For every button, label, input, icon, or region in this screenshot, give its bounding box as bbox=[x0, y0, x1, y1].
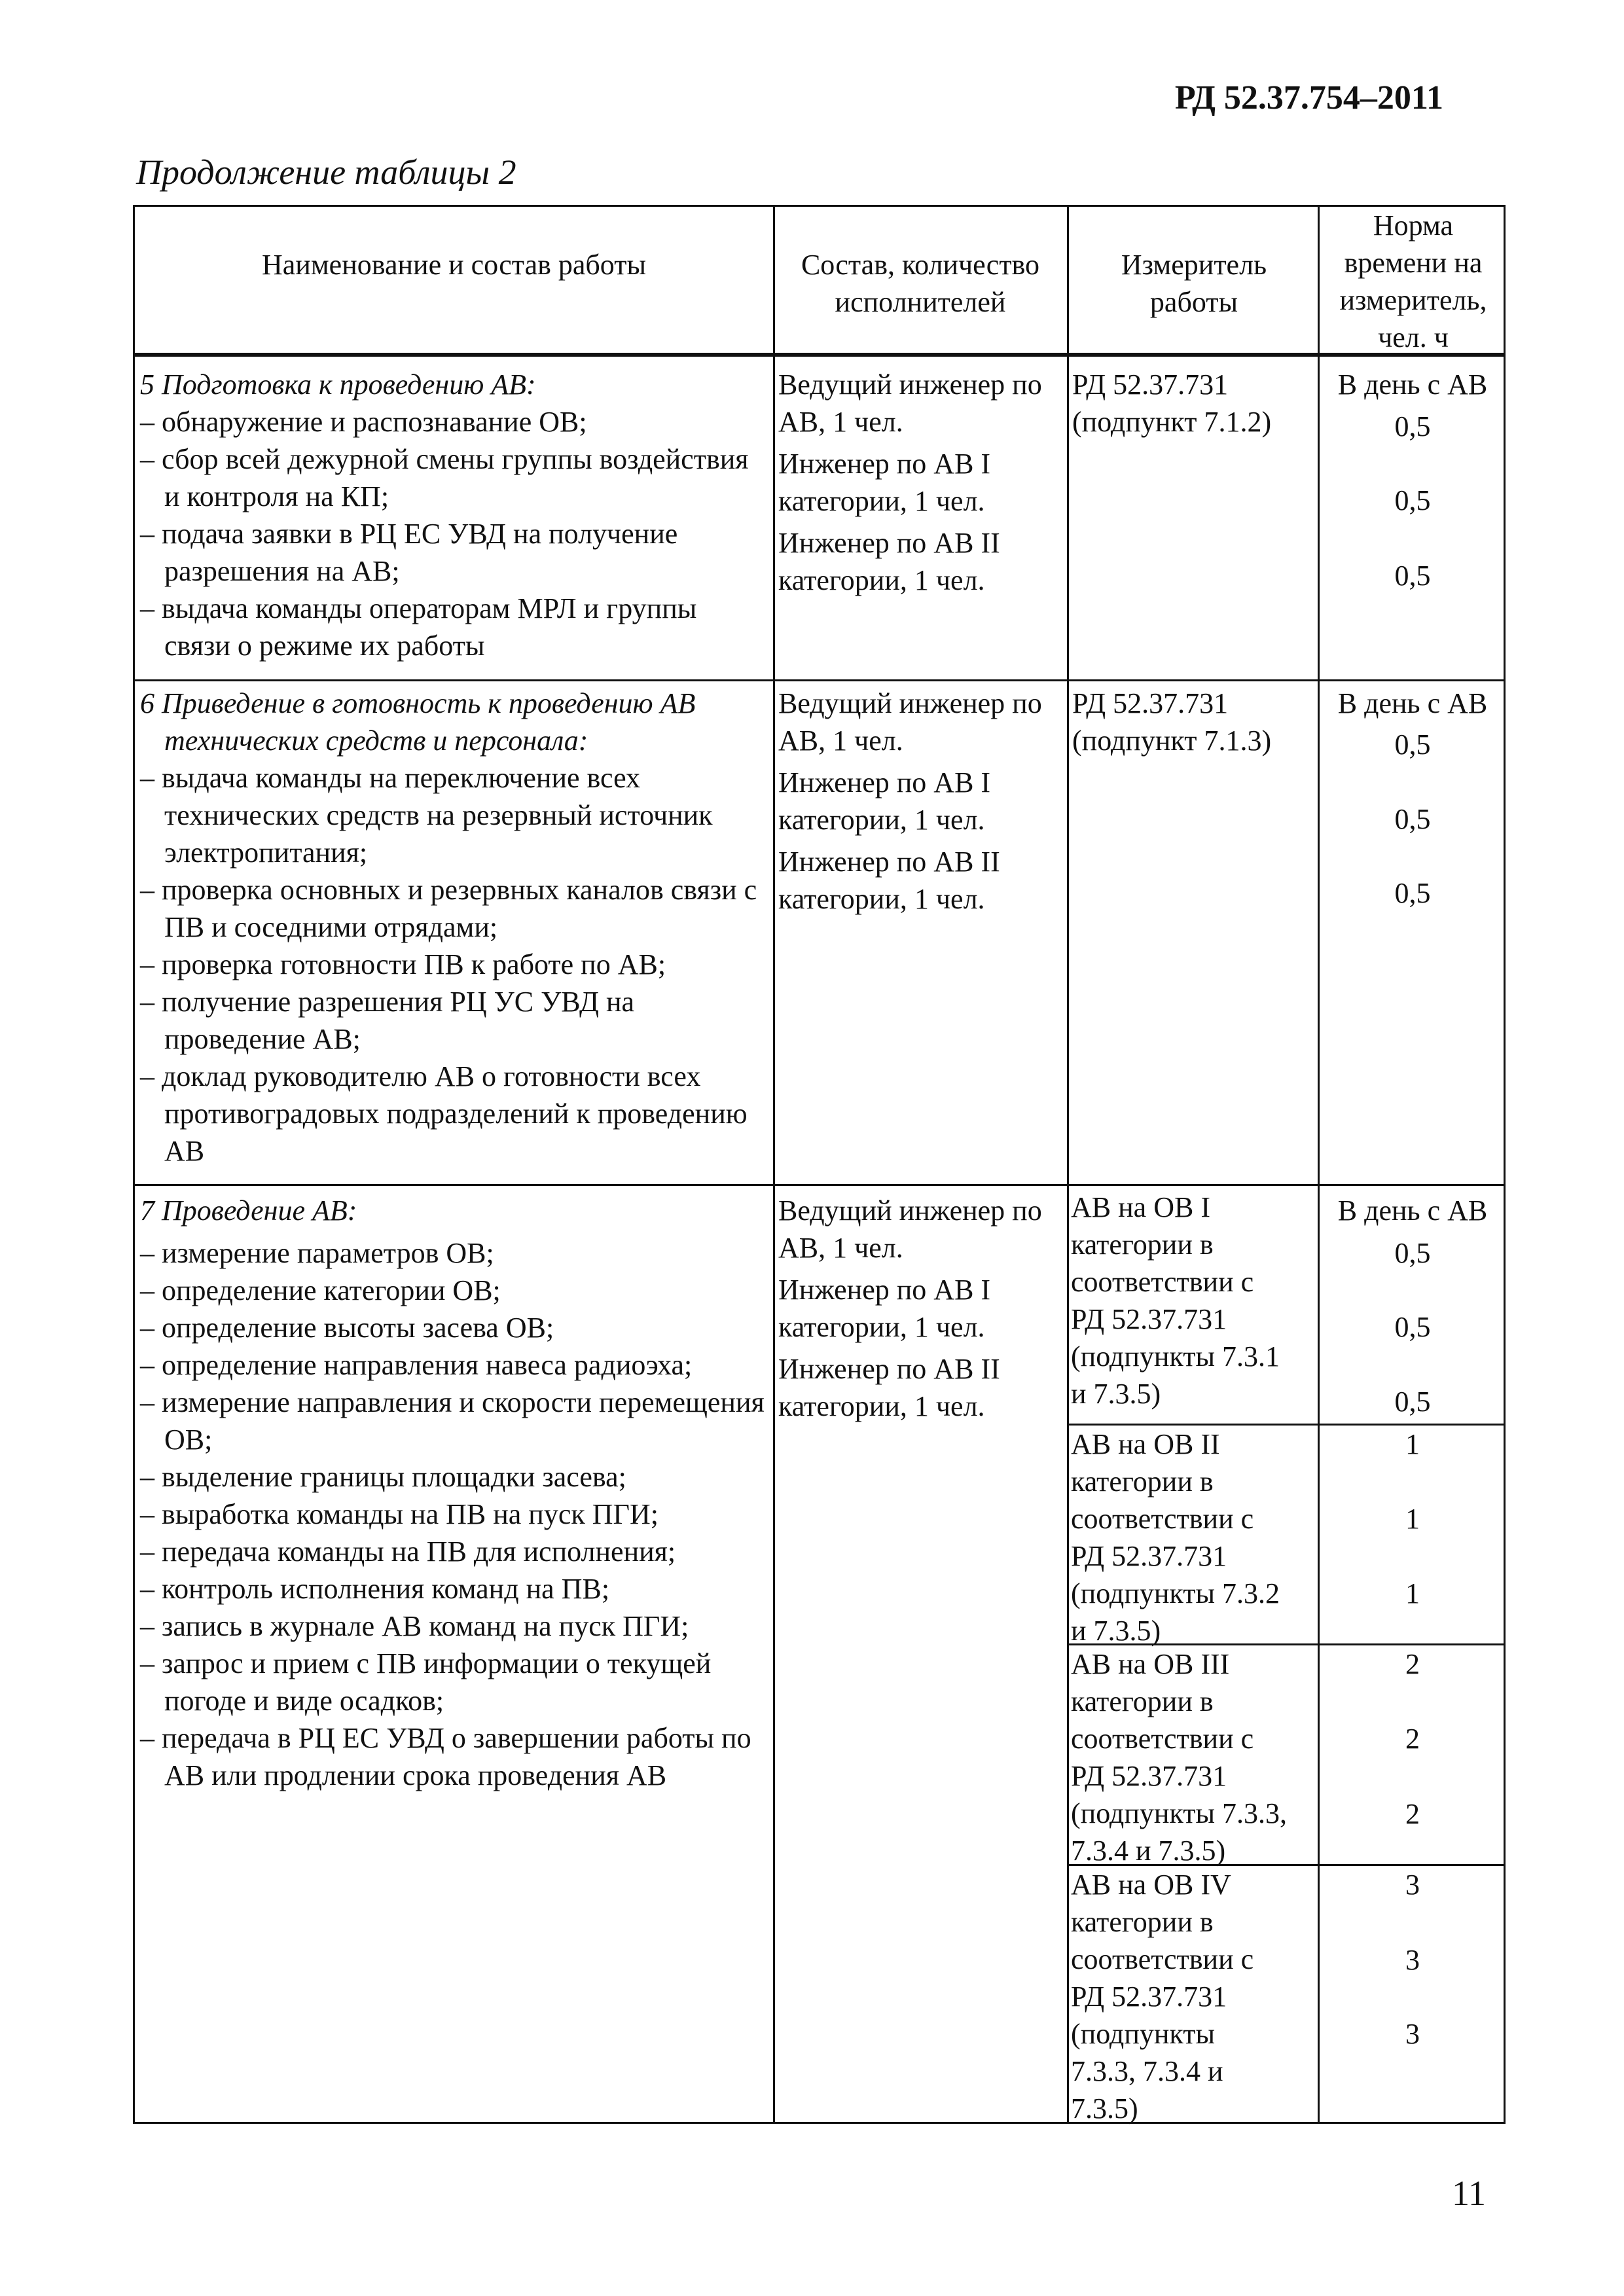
row5-item: – обнаружение и распознавание ОВ; bbox=[140, 406, 587, 438]
performer: Инженер по АВ II категории, 1 чел. bbox=[778, 527, 1000, 596]
performer: Инженер по АВ II категории, 1 чел. bbox=[778, 1353, 1000, 1422]
meter-line: АВ на ОВ III bbox=[1071, 1648, 1230, 1680]
meter-line: 7.3.3, 7.3.4 и bbox=[1071, 2055, 1223, 2087]
meter-line: (подпункты bbox=[1071, 2018, 1215, 2050]
row6-item: – проверка основных и резервных каналов связи с ПВ и соседними отрядами; bbox=[140, 874, 757, 943]
row6-meter: РД 52.37.731 (подпункт 7.1.3) bbox=[1072, 687, 1272, 757]
row6-item: – получение разрешения РЦ УС УВД на проведение АВ; bbox=[140, 986, 635, 1055]
meter-line: категории в bbox=[1071, 1465, 1214, 1498]
row5-norm-head: В день с АВ bbox=[1337, 368, 1488, 401]
meter-line: категории в bbox=[1071, 1685, 1214, 1717]
row7-item: – запрос и прием с ПВ информации о текущей погоде и виде осадков; bbox=[140, 1647, 712, 1717]
row5-item: – сбор всей дежурной смены группы воздействия и контроля на КП; bbox=[140, 443, 749, 512]
meter-line: АВ на ОВ II bbox=[1071, 1428, 1220, 1460]
meter-line: РД 52.37.731 bbox=[1071, 1540, 1227, 1572]
row5-norm-value: 0,5 bbox=[1394, 560, 1431, 592]
row6-item: – выдача команды на переключение всех технических средств на резервный источник электропитания; bbox=[140, 762, 713, 869]
meter-line: категории в bbox=[1071, 1229, 1214, 1261]
row7-item: – определение высоты засева ОВ; bbox=[140, 1312, 554, 1344]
row7-cat2-norm: 1 bbox=[1405, 1428, 1420, 1460]
row6-norm-value: 0,5 bbox=[1394, 728, 1431, 761]
header-norm: Норма времени на измеритель, чел. ч bbox=[1339, 209, 1487, 353]
row7-cat4-norm: 3 bbox=[1405, 1869, 1420, 1901]
row6-norm-value: 0,5 bbox=[1394, 877, 1431, 909]
page-number: 11 bbox=[1452, 2174, 1486, 2213]
meter-line: и 7.3.5) bbox=[1071, 1378, 1161, 1410]
row7-norm-head: В день с АВ bbox=[1337, 1194, 1488, 1227]
performer: Ведущий инженер по АВ, 1 чел. bbox=[778, 687, 1042, 757]
row7-meter-cat4 bbox=[1071, 1866, 1316, 2127]
work-norms-table bbox=[133, 205, 1506, 2124]
row5-title: 5 Подготовка к проведению АВ: bbox=[140, 368, 536, 401]
row7-cat2-norm: 1 bbox=[1405, 1503, 1420, 1535]
meter-line: соответствии с bbox=[1071, 1503, 1254, 1535]
meter-line: категории в bbox=[1071, 1906, 1214, 1938]
meter-line: РД 52.37.731 bbox=[1071, 1303, 1227, 1335]
meter-line: (подпункты 7.3.2 bbox=[1071, 1577, 1280, 1609]
meter-line: соответствии с bbox=[1071, 1943, 1254, 1975]
row7-cat2-norm: 1 bbox=[1405, 1577, 1420, 1609]
column-divider bbox=[1318, 207, 1320, 2122]
row7-cat4-norm: 3 bbox=[1405, 2018, 1420, 2050]
row5-norm-value: 0,5 bbox=[1394, 410, 1431, 442]
row6-item: – доклад руководителю АВ о готовности всех противоградовых подразделений к проведению АВ bbox=[140, 1060, 748, 1167]
row-divider bbox=[135, 679, 1504, 681]
row7-cat3-norm: 2 bbox=[1405, 1723, 1420, 1755]
column-divider bbox=[773, 207, 775, 2122]
column-divider bbox=[1067, 207, 1069, 2122]
row7-item: – измерение направления и скорости перемещения ОВ; bbox=[140, 1386, 765, 1456]
row7-item: – выработка команды на ПВ на пуск ПГИ; bbox=[140, 1498, 659, 1530]
performer: Инженер по АВ I категории, 1 чел. bbox=[778, 1274, 991, 1343]
header-separator bbox=[135, 353, 1504, 357]
row7-cat1-norm: 0,5 bbox=[1394, 1386, 1431, 1418]
header-meter: Измеритель работы bbox=[1121, 249, 1267, 318]
meter-line: 7.3.4 и 7.3.5) bbox=[1071, 1835, 1226, 1867]
meter-line: (подпункты 7.3.3, bbox=[1071, 1797, 1287, 1829]
row5-meter: РД 52.37.731 (подпункт 7.1.2) bbox=[1072, 368, 1272, 438]
header-name: Наименование и состав работы bbox=[261, 249, 647, 281]
performer: Инженер по АВ I категории, 1 чел. bbox=[778, 766, 991, 836]
row7-cat3-norm: 2 bbox=[1405, 1798, 1420, 1830]
document-code: РД 52.37.754–2011 bbox=[1174, 79, 1443, 117]
row6-norm-head: В день с АВ bbox=[1337, 687, 1488, 719]
performer: Ведущий инженер по АВ, 1 чел. bbox=[778, 1194, 1042, 1264]
row6-norm-value: 0,5 bbox=[1394, 803, 1431, 835]
header-performers: Состав, количество исполнителей bbox=[801, 249, 1040, 318]
row7-item: – определение направления навеса радиоэха; bbox=[140, 1349, 693, 1381]
meter-line: РД 52.37.731 bbox=[1071, 1981, 1227, 2013]
row7-item: – передача команды на ПВ для исполнения; bbox=[140, 1535, 676, 1568]
row7-item: – передача в РЦ ЕС УВД о завершении работы по АВ или продлении срока проведения АВ bbox=[140, 1722, 751, 1791]
meter-line: РД 52.37.731 bbox=[1071, 1760, 1227, 1792]
row7-meter-cat2 bbox=[1071, 1426, 1316, 1649]
meter-line: соответствии с bbox=[1071, 1266, 1254, 1298]
row7-performers bbox=[778, 1192, 1060, 1429]
row7-cat3-norm: 2 bbox=[1405, 1648, 1420, 1680]
row7-cat1-norm: 0,5 bbox=[1394, 1237, 1431, 1269]
meter-line: АВ на ОВ I bbox=[1071, 1191, 1210, 1223]
row7-meter-cat1 bbox=[1071, 1189, 1316, 1412]
row7-cat1-norm: 0,5 bbox=[1394, 1311, 1431, 1343]
row7-item: – измерение параметров ОВ; bbox=[140, 1237, 494, 1269]
row7-title: 7 Проведение АВ: bbox=[140, 1194, 357, 1227]
row7-item: – контроль исполнения команд на ПВ; bbox=[140, 1573, 610, 1605]
row5-norm-value: 0,5 bbox=[1394, 484, 1431, 516]
performer: Ведущий инженер по АВ, 1 чел. bbox=[778, 368, 1042, 438]
row7-meter-cat3 bbox=[1071, 1645, 1316, 1869]
meter-line: 7.3.5) bbox=[1071, 2092, 1138, 2125]
row7-item: – запись в журнале АВ команд на пуск ПГИ; bbox=[140, 1610, 689, 1642]
row6-title: 6 Приведение в готовность к проведению АВ технических средств и персонала: bbox=[140, 687, 696, 757]
meter-line: (подпункты 7.3.1 bbox=[1071, 1340, 1280, 1372]
row7-cat4-norm: 3 bbox=[1405, 1944, 1420, 1976]
row6-item: – проверка готовности ПВ к работе по АВ; bbox=[140, 948, 666, 980]
row-divider bbox=[135, 1184, 1504, 1186]
row7-item: – определение категории ОВ; bbox=[140, 1274, 501, 1306]
performer: Инженер по АВ II категории, 1 чел. bbox=[778, 846, 1000, 915]
meter-line: АВ на ОВ IV bbox=[1071, 1869, 1231, 1901]
meter-line: соответствии с bbox=[1071, 1723, 1254, 1755]
meter-line: и 7.3.5) bbox=[1071, 1615, 1161, 1647]
row6-performers bbox=[778, 685, 1060, 922]
row5-performers bbox=[778, 366, 1060, 603]
row5-work bbox=[140, 366, 768, 664]
row7-item: – выделение границы площадки засева; bbox=[140, 1461, 626, 1493]
performer: Инженер по АВ I категории, 1 чел. bbox=[778, 448, 991, 517]
row5-item: – подача заявки в РЦ ЕС УВД на получение разрешения на АВ; bbox=[140, 518, 678, 587]
row7-work bbox=[140, 1192, 774, 1794]
table-continuation-label: Продолжение таблицы 2 bbox=[136, 152, 516, 192]
row5-item: – выдача команды операторам МРЛ и группы связи о режиме их работы bbox=[140, 592, 697, 662]
row6-work bbox=[140, 685, 768, 1170]
